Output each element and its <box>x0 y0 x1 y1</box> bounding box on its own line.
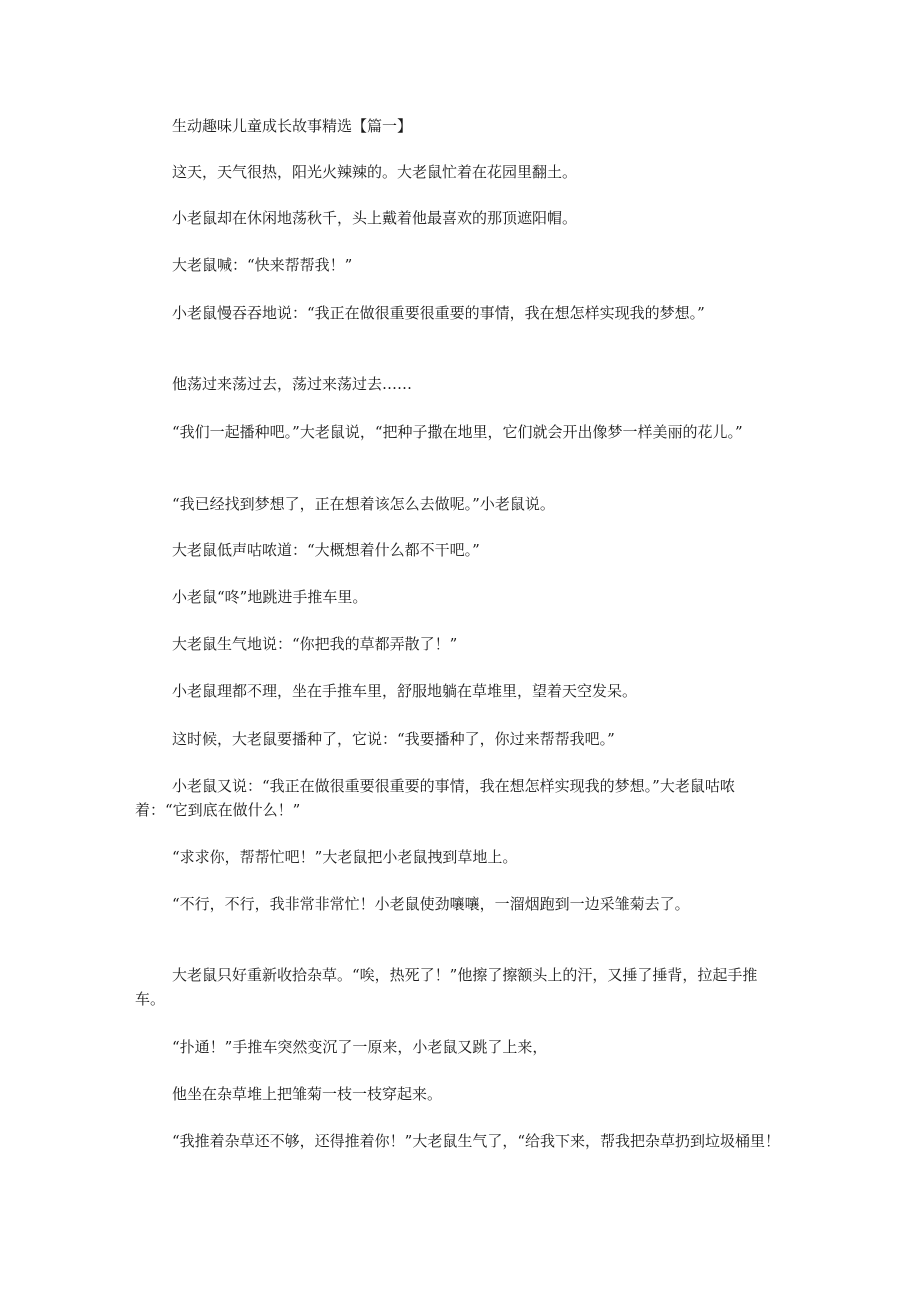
paragraph-6: “我们一起播种吧。”大老鼠说，“把种子撒在地里，它们就会开出像梦一样美丽的花儿。” <box>172 423 743 441</box>
paragraph-18: 他坐在杂草堆上把雏菊一枝一枝穿起来。 <box>172 1085 443 1103</box>
paragraph-7: “我已经找到梦想了，正在想着该怎么去做呢。”小老鼠说。 <box>172 495 555 513</box>
paragraph-4: 小老鼠慢吞吞地说：“我正在做很重要很重要的事情，我在想怎样实现我的梦想。” <box>172 304 705 322</box>
paragraph-3: 大老鼠喊：“快来帮帮我！” <box>172 256 353 274</box>
paragraph-12: 这时候，大老鼠要播种了，它说：“我要播种了，你过来帮帮我吧。” <box>172 730 615 748</box>
paragraph-16: 大老鼠只好重新收拾杂草。“唉，热死了！”他擦了擦额头上的汗，又捶了捶背，拉起手推车。 <box>135 966 758 1008</box>
paragraph-5: 他荡过来荡过去，荡过来荡过去…… <box>172 375 413 393</box>
paragraph-13: 小老鼠又说：“我正在做很重要很重要的事情，我在想怎样实现我的梦想。”大老鼠咕哝着：“它到底在做什么！” <box>135 777 735 819</box>
document-title: 生动趣味儿童成长故事精选【篇一】 <box>172 117 413 135</box>
paragraph-11: 小老鼠理都不理，坐在手推车里，舒服地躺在草堆里，望着天空发呆。 <box>172 682 638 700</box>
paragraph-9: 小老鼠“咚”地跳进手推车里。 <box>172 588 368 606</box>
paragraph-19: “我推着杂草还不够，还得推着你！”大老鼠生气了，“给我下来，帮我把杂草扔到垃圾桶里！ <box>172 1132 781 1150</box>
paragraph-1: 这天，天气很热，阳光火辣辣的。大老鼠忙着在花园里翻土。 <box>172 163 578 181</box>
paragraph-2: 小老鼠却在休闲地荡秋千，头上戴着他最喜欢的那顶遮阳帽。 <box>172 209 578 227</box>
paragraph-15: “不行，不行，我非常非常忙！小老鼠使劲嚷嚷，一溜烟跑到一边采雏菊去了。 <box>172 895 690 913</box>
paragraph-10: 大老鼠生气地说：“你把我的草都弄散了！” <box>172 635 458 653</box>
paragraph-14: “求求你，帮帮忙吧！”大老鼠把小老鼠拽到草地上。 <box>172 848 518 866</box>
paragraph-17: “扑通！”手推车突然变沉了一原来，小老鼠又跳了上来， <box>172 1038 548 1056</box>
paragraph-8: 大老鼠低声咕哝道：“大概想着什么都不干吧。” <box>172 541 480 559</box>
